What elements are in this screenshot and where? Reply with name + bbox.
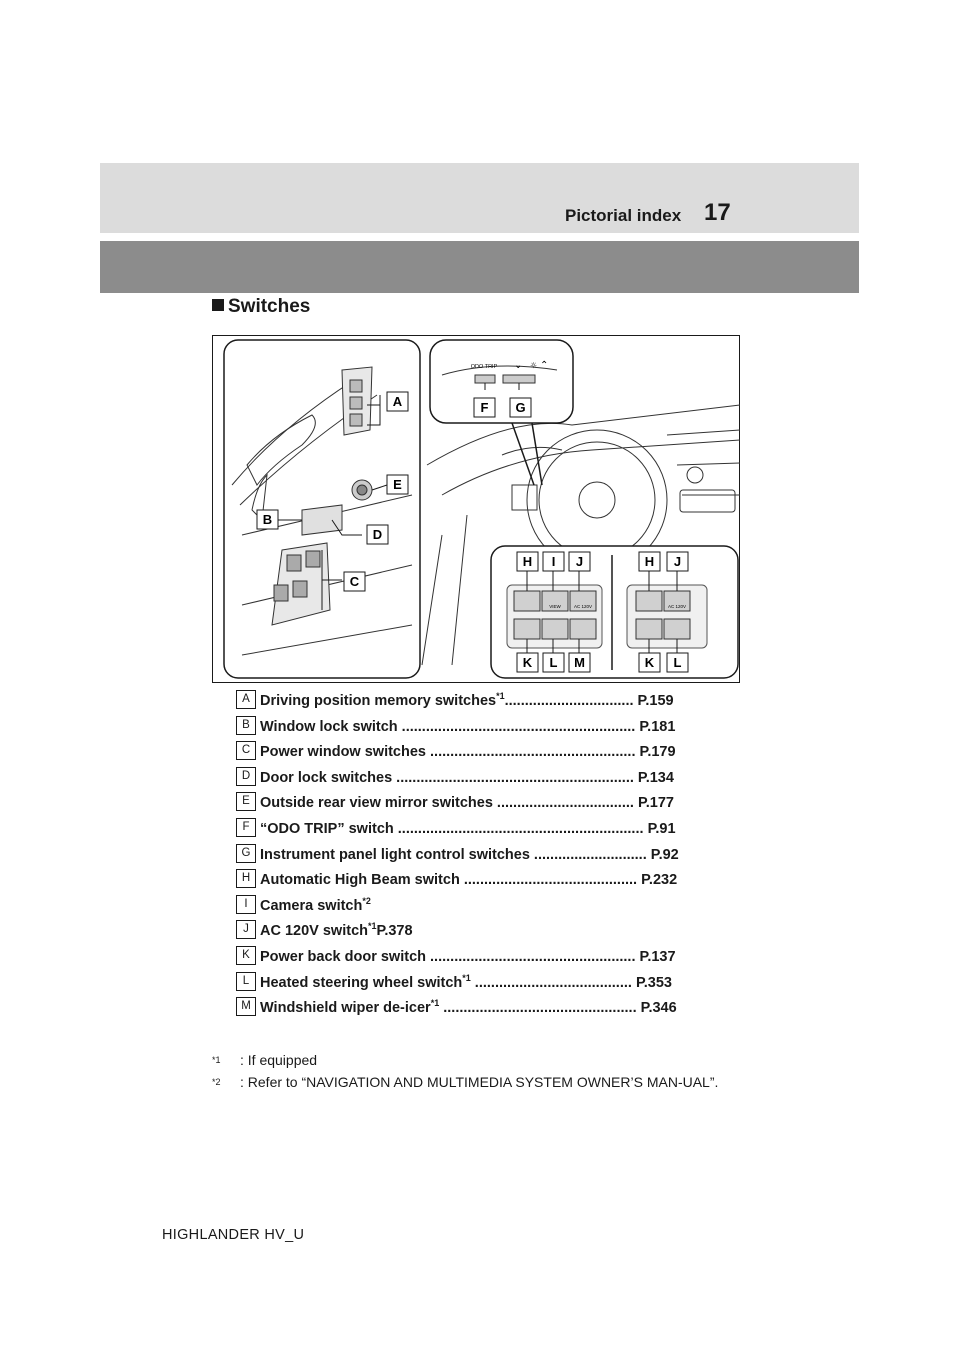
item-letter: E — [236, 792, 256, 811]
page-title: Pictorial index — [565, 206, 682, 225]
svg-text:H: H — [522, 554, 533, 569]
high-beam-button-alt — [636, 591, 662, 611]
footnote — [212, 1050, 752, 1070]
callout-f — [474, 398, 495, 417]
item-label: Camera switch$^{*2}$ — [260, 895, 371, 914]
svg-text:H: H — [644, 554, 655, 569]
svg-text:E: E — [393, 477, 402, 492]
svg-text:J: J — [575, 554, 584, 569]
item-label: Windshield wiper de-icer$^{*1}$ ................................................ P.346 — [260, 998, 677, 1016]
page-ref: P.353 — [635, 974, 672, 991]
footnote-mark: *2 — [212, 1077, 221, 1087]
callout-j-alt — [667, 552, 688, 571]
list-item — [236, 714, 736, 740]
list-item — [236, 790, 736, 816]
item-label: Power window switches ................................................... P.179 — [260, 744, 676, 761]
heated-wheel-button-alt — [664, 619, 690, 639]
section-heading — [212, 296, 310, 318]
svg-text:K: K — [644, 655, 655, 670]
item-label: AC 120V switch$^{*1}$P.378 — [260, 921, 413, 940]
page-ref: P.177 — [637, 795, 674, 812]
footnotes — [212, 1050, 752, 1094]
callout-m — [569, 653, 590, 672]
svg-text:B: B — [262, 512, 273, 527]
list-item — [236, 816, 736, 842]
page-ref: P.137 — [639, 948, 676, 965]
left-switch-cluster — [507, 585, 602, 648]
page-number: 17 — [704, 199, 731, 226]
item-letter: I — [236, 895, 256, 914]
header-bar — [100, 241, 859, 293]
svg-text:M: M — [574, 655, 585, 670]
item-letter: A — [236, 690, 256, 709]
switches-illustration — [212, 335, 740, 683]
item-label: Window lock switch .......................................................... P.181 — [260, 718, 676, 735]
ac-button-label-alt: AC 120V — [667, 604, 687, 609]
item-letter: K — [236, 946, 256, 965]
item-letter: C — [236, 741, 256, 760]
page-ref: P.232 — [641, 871, 678, 888]
list-item — [236, 995, 736, 1021]
section-title: Switches — [228, 296, 311, 317]
callout-a — [387, 392, 408, 411]
list-item — [236, 688, 736, 714]
callout-k — [517, 653, 538, 672]
item-letter: L — [236, 972, 256, 991]
odo-inset — [430, 340, 573, 423]
heated-wheel-button — [542, 619, 568, 639]
page-ref: P.92 — [650, 846, 679, 863]
item-label: Driving position memory switches$^{*1}$................................ P.159 — [260, 691, 674, 709]
svg-text:D: D — [372, 527, 383, 542]
list-item — [236, 867, 736, 893]
chevron-down-icon: ⌄ — [514, 360, 523, 371]
right-switch-cluster — [627, 585, 707, 648]
view-button-label: VIEW — [549, 604, 561, 609]
light-dimmer-icon: ☼ — [530, 361, 538, 370]
page-ref: P.181 — [639, 718, 676, 735]
callout-h-alt — [639, 552, 660, 571]
item-letter: F — [236, 818, 256, 837]
page-ref: P.159 — [637, 692, 674, 709]
callout-c — [344, 572, 365, 591]
item-letter: H — [236, 869, 256, 888]
header-band — [100, 163, 859, 233]
ac-button-label: AC 120V — [573, 604, 593, 609]
list-item — [236, 918, 736, 944]
item-letter: J — [236, 920, 256, 939]
high-beam-button — [514, 591, 540, 611]
item-letter: M — [236, 997, 256, 1016]
callout-e — [387, 475, 408, 494]
item-letter: B — [236, 716, 256, 735]
footer-model: HIGHLANDER HV_U — [162, 1227, 305, 1243]
callout-l — [543, 653, 564, 672]
switch-index-list — [236, 688, 736, 1021]
chevron-up-icon: ⌃ — [540, 360, 549, 371]
svg-text:L: L — [673, 655, 682, 670]
back-door-button-alt — [636, 619, 662, 639]
callout-b — [257, 510, 278, 529]
svg-text:G: G — [515, 400, 526, 415]
item-label: Outside rear view mirror switches .................................. P.177 — [260, 795, 674, 812]
svg-text:J: J — [673, 554, 682, 569]
page-ref: P.179 — [639, 744, 676, 761]
item-label: Instrument panel light control switches ............................ P.92 — [260, 846, 679, 863]
wiper-deicer-button — [570, 619, 596, 639]
list-item — [236, 739, 736, 765]
callout-d — [367, 525, 388, 544]
back-door-button — [514, 619, 540, 639]
footnote-text: : If equipped — [240, 1052, 318, 1068]
odo-trip-label: ODO TRIP — [470, 364, 498, 370]
svg-text:A: A — [392, 394, 403, 409]
callout-j — [569, 552, 590, 571]
list-item — [236, 893, 736, 919]
footnote-text: : Refer to “NAVIGATION AND MULTIMEDIA SYSTEM OWNER’S MAN-UAL”. — [240, 1074, 719, 1090]
svg-text:L: L — [549, 655, 558, 670]
item-letter: D — [236, 767, 256, 786]
item-letter: G — [236, 844, 256, 863]
svg-text:C: C — [349, 574, 360, 589]
item-label: Heated steering wheel switch$^{*1}$ ....................................... P.353 — [260, 972, 672, 991]
item-label: “ODO TRIP” switch ............................................................. P.91 — [260, 820, 676, 837]
list-item — [236, 944, 736, 970]
footnote — [212, 1072, 752, 1092]
callout-i — [543, 552, 564, 571]
callout-h — [517, 552, 538, 571]
footnote-mark: *1 — [212, 1055, 221, 1065]
item-label: Door lock switches ........................................................... P.134 — [260, 769, 674, 786]
item-label: Automatic High Beam switch ........................................... P.232 — [260, 871, 678, 888]
list-item — [236, 842, 736, 868]
callout-k-alt — [639, 653, 660, 672]
square-bullet-icon — [212, 299, 224, 311]
callout-g — [510, 398, 531, 417]
page-ref: P.134 — [637, 769, 674, 786]
svg-text:I: I — [551, 554, 556, 569]
svg-text:K: K — [522, 655, 533, 670]
item-label: Power back door switch ................................................... P.137 — [260, 948, 676, 965]
page-ref: P.346 — [640, 999, 677, 1016]
callout-l-alt — [667, 653, 688, 672]
page-ref: P.91 — [647, 820, 676, 837]
list-item — [236, 765, 736, 791]
page-ref: P.378 — [376, 923, 413, 940]
svg-text:F: F — [480, 400, 489, 415]
list-item — [236, 970, 736, 996]
